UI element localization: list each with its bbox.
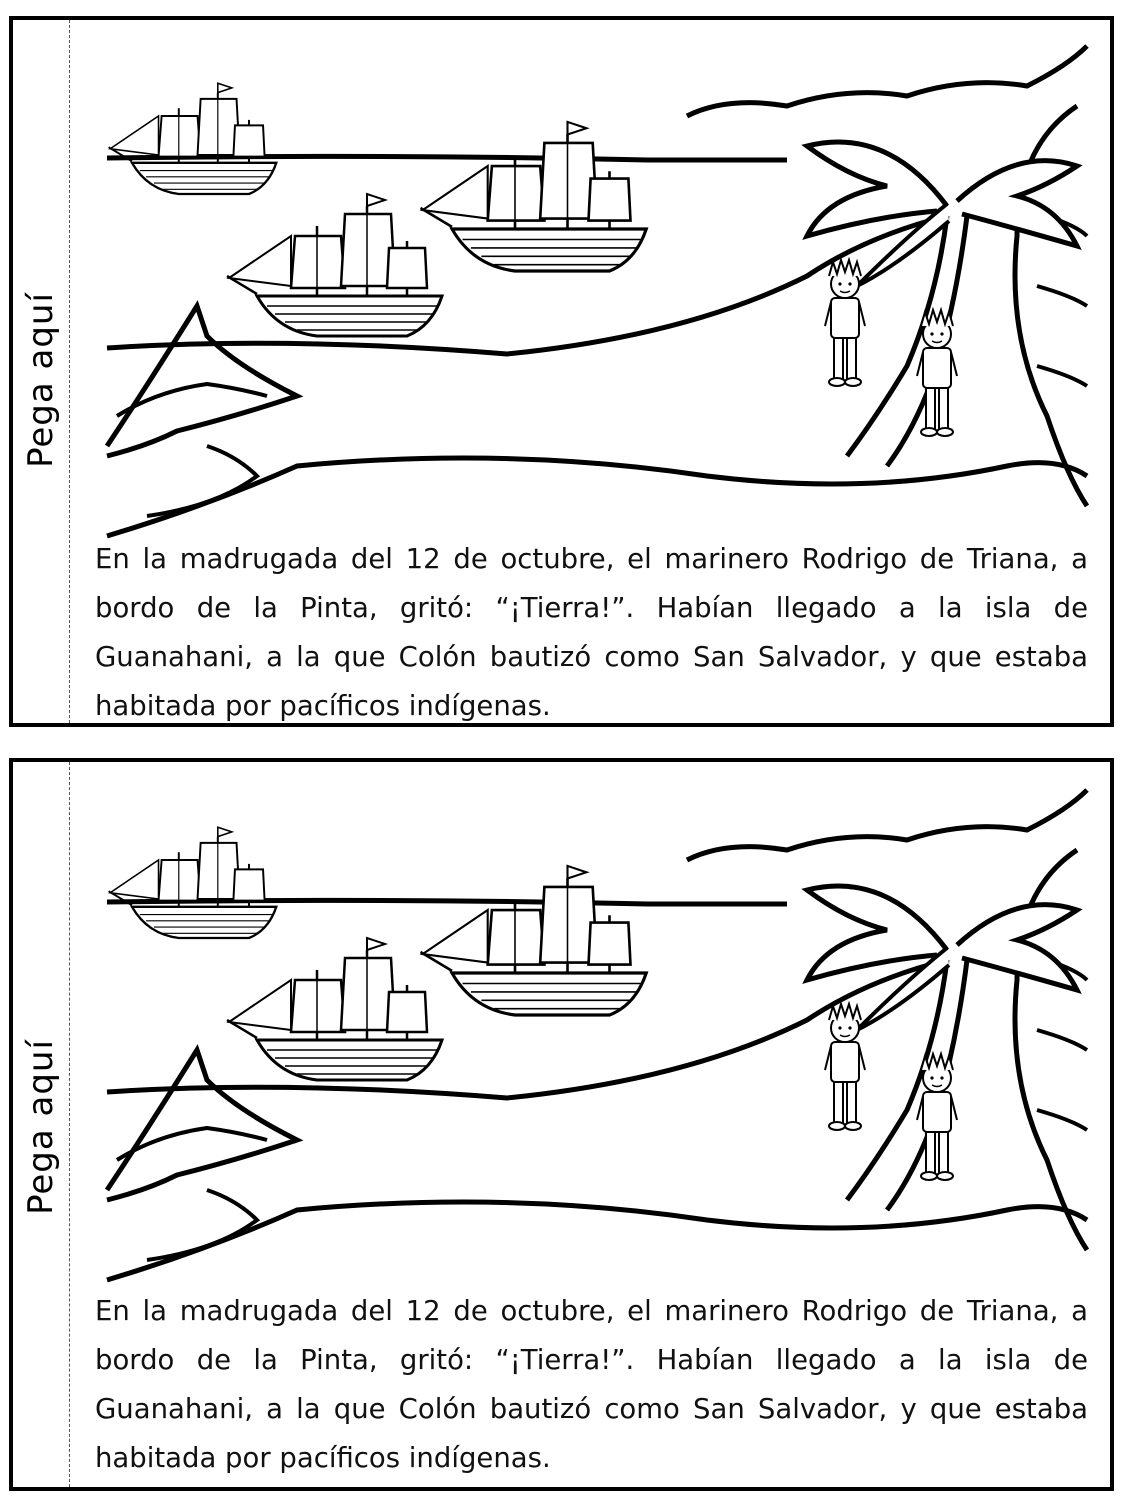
palm-tree-icon — [107, 790, 1087, 1280]
glue-label: Pega aquí — [21, 292, 61, 468]
coloring-illustration — [87, 36, 1097, 541]
sailing-ship-icon — [107, 46, 1087, 536]
story-card-2 — [9, 758, 1114, 1491]
glue-label: Pega aquí — [21, 1039, 61, 1215]
story-caption: En la madrugada del 12 de octubre, el marinero Rodrigo de Triana, a bordo de la Pinta, gritó: “¡Tierra!”. Habían llegado a la isla de Guanahani, a la que Colón bautizó como San Salvador, y que estaba habitada por pacíficos indígenas. — [95, 543, 1088, 722]
glue-strip — [13, 20, 70, 723]
coloring-illustration — [87, 780, 1097, 1285]
story-card-1 — [9, 16, 1114, 727]
story-caption: En la madrugada del 12 de octubre, el marinero Rodrigo de Triana, a bordo de la Pinta, gritó: “¡Tierra!”. Habían llegado a la isla de Guanahani, a la que Colón bautizó como San Salvador, y que estaba habitada por pacíficos indígenas. — [95, 1295, 1088, 1474]
glue-strip — [13, 762, 70, 1487]
